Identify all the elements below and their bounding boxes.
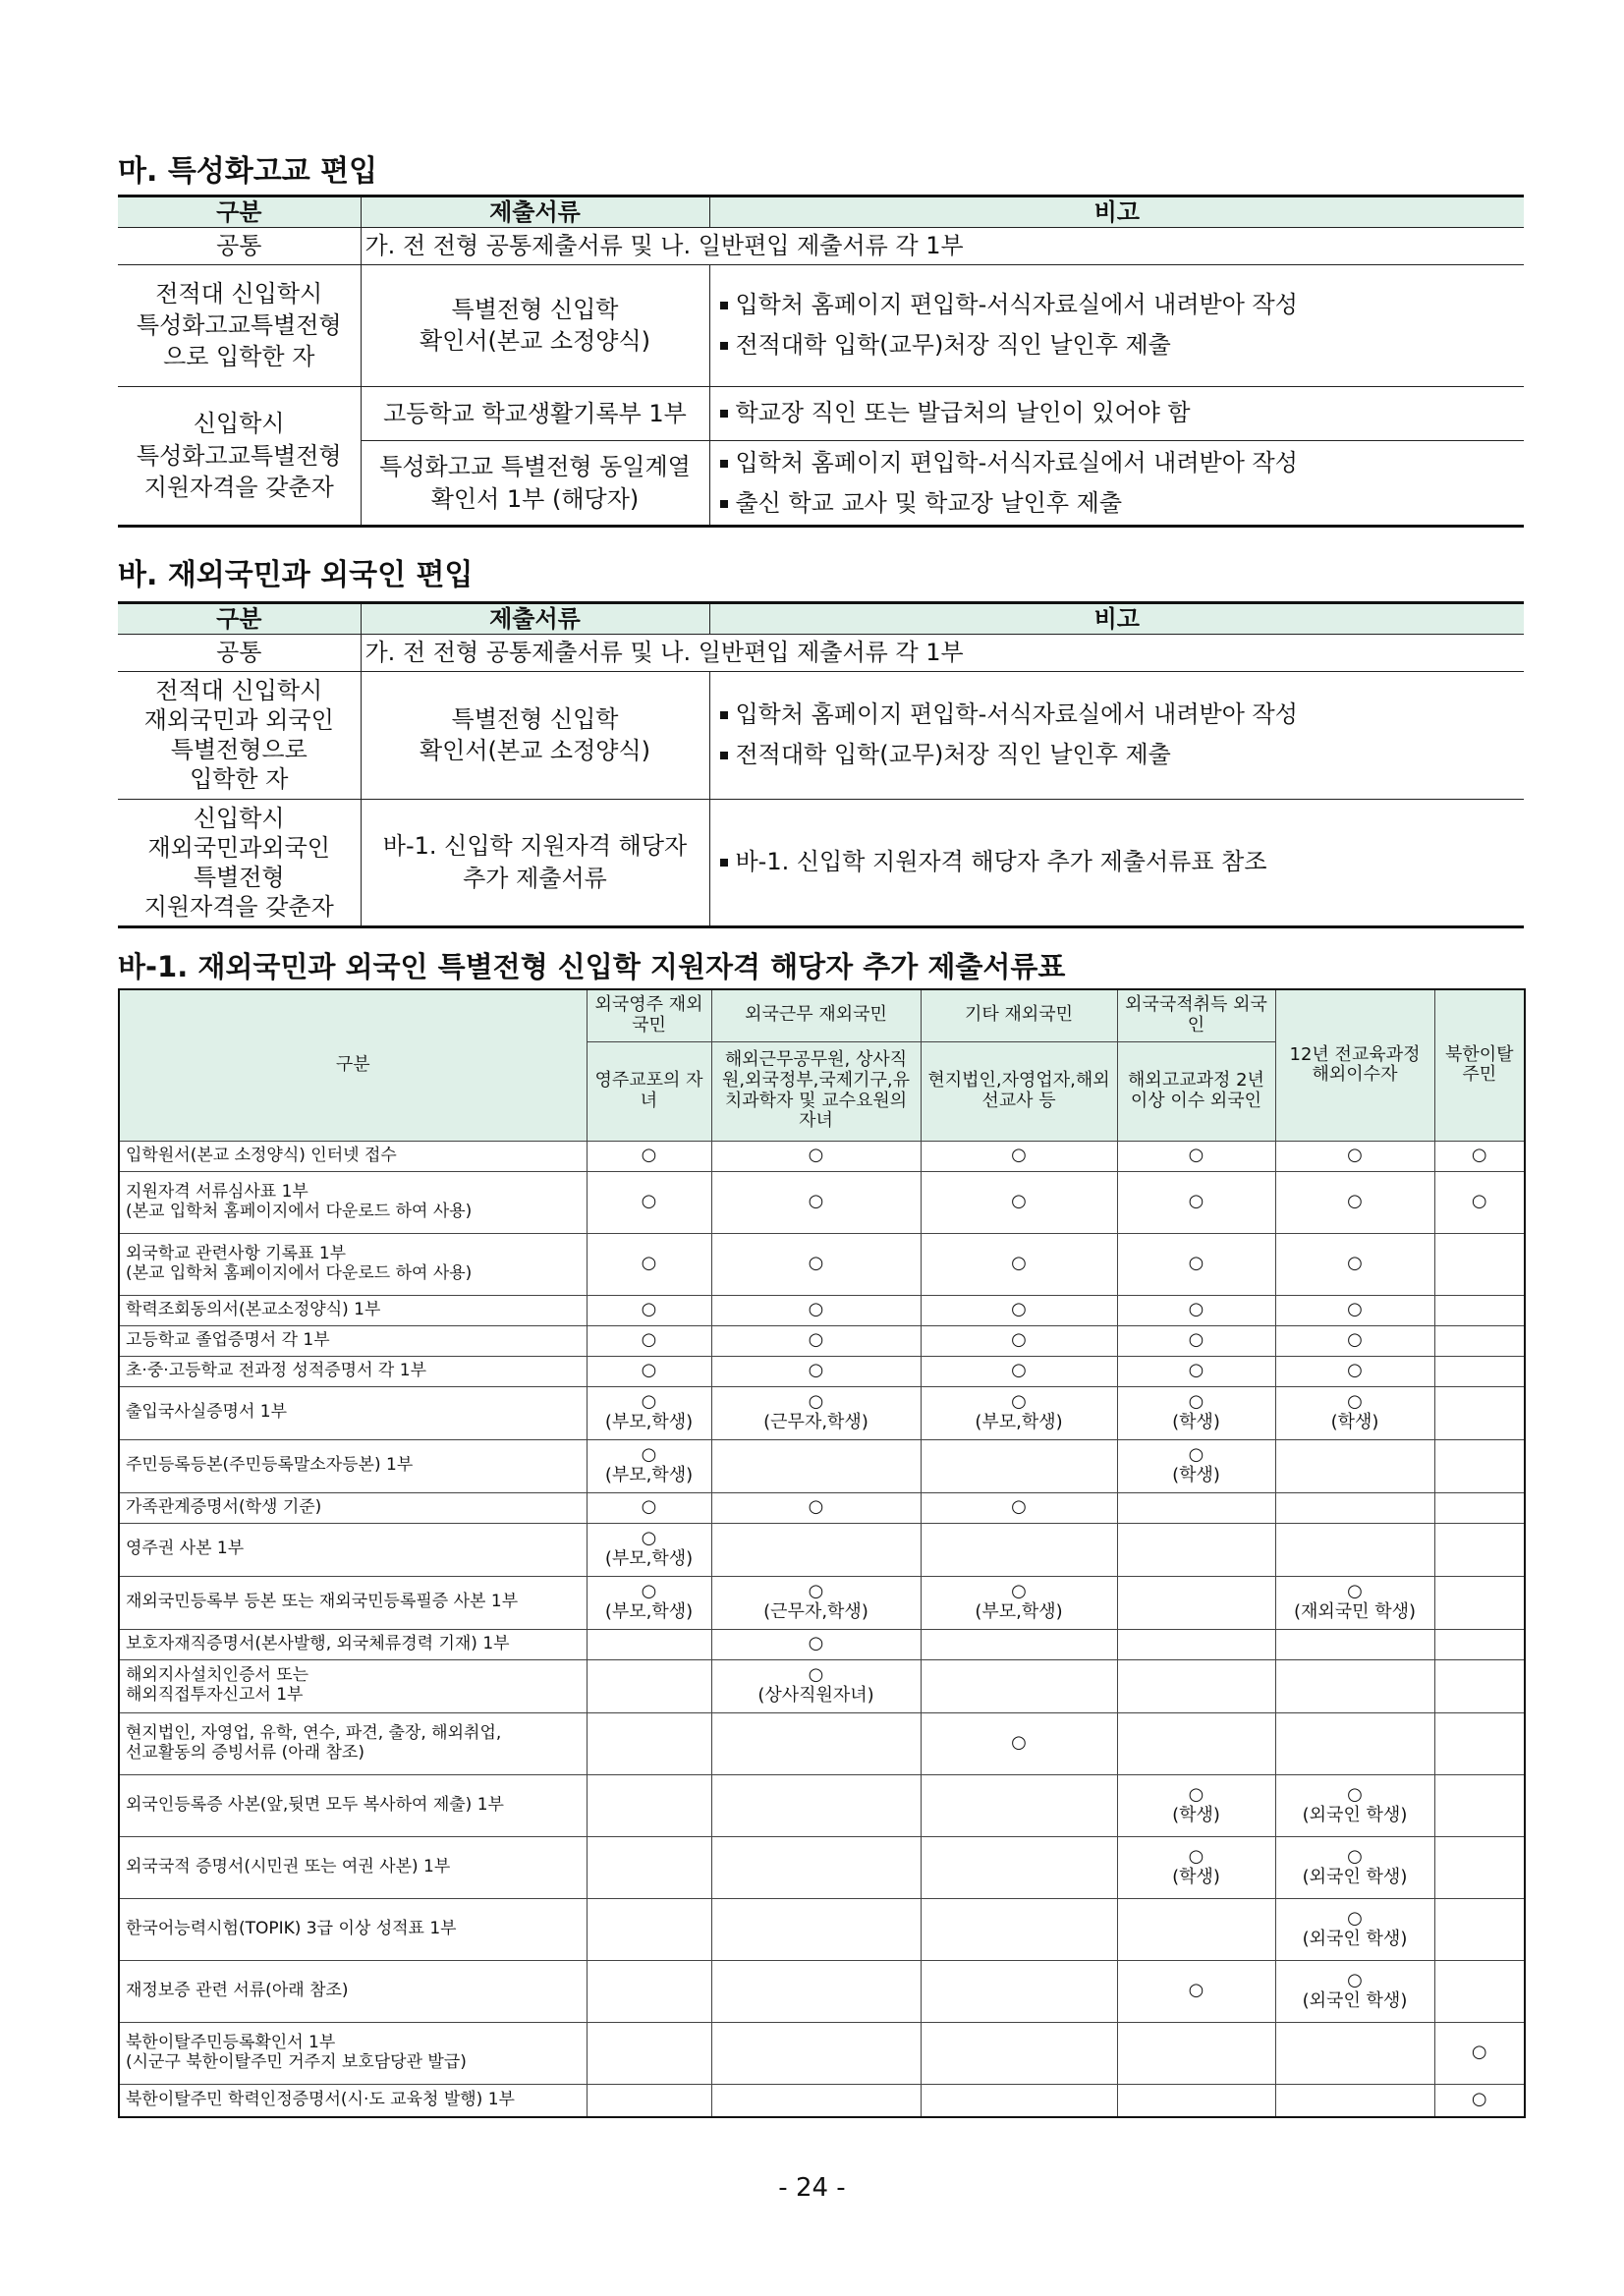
requirement-cell: ○ <box>1434 1171 1525 1233</box>
section-title-ma: 마. 특성화고교 편입 <box>118 154 378 189</box>
table-row <box>119 2084 1525 2117</box>
bullet-icon <box>720 302 728 309</box>
table-row <box>119 1576 1525 1629</box>
requirement-cell <box>921 1960 1117 2022</box>
requirement-cell <box>1434 1629 1525 1659</box>
requirement-cell: ○ <box>1117 1325 1275 1356</box>
table-row <box>119 1141 1525 1171</box>
header-remarks: 비고 <box>709 603 1524 635</box>
row-remarks: 학교장 직인 또는 발급처의 날인이 있어야 함 <box>709 386 1524 440</box>
requirement-cell <box>711 1836 921 1898</box>
header-overseas-12yr: 12년 전교육과정 해외이수자 <box>1275 989 1434 1141</box>
bullet-icon <box>720 500 728 508</box>
requirement-cell: ○ (학생) <box>1275 1386 1434 1439</box>
requirement-cell: ○ <box>587 1233 711 1295</box>
requirement-cell: ○ (외국인 학생) <box>1275 1774 1434 1836</box>
requirement-cell <box>1434 1898 1525 1960</box>
header-category: 구분 <box>118 603 361 635</box>
requirement-cell: ○ <box>1117 1356 1275 1386</box>
common-label: 공통 <box>118 635 361 671</box>
requirement-cell: ○ <box>587 1295 711 1325</box>
row-documents: 특별전형 신입학 확인서(본교 소정양식) <box>361 671 709 799</box>
requirement-cell: ○ <box>711 1356 921 1386</box>
row-documents: 바-1. 신입학 지원자격 해당자 추가 제출서류 <box>361 799 709 926</box>
requirement-cell <box>921 1836 1117 1898</box>
sub-header: 현지법인,자영업자,해외선교사 등 <box>921 1041 1117 1141</box>
requirement-cell: ○ (부모,학생) <box>921 1576 1117 1629</box>
requirement-cell <box>1117 1576 1275 1629</box>
document-label: 보호자재직증명서(본사발행, 외국체류경력 기재) 1부 <box>119 1629 587 1659</box>
requirement-cell <box>921 1898 1117 1960</box>
table-row <box>119 1356 1525 1386</box>
table-row <box>119 1492 1525 1523</box>
table-row <box>119 1774 1525 1836</box>
document-label: 출입국사실증명서 1부 <box>119 1386 587 1439</box>
row-category: 전적대 신입학시 재외국민과 외국인 특별전형으로 입학한 자 <box>118 671 361 799</box>
requirement-cell: ○ <box>1434 2022 1525 2084</box>
requirement-cell: ○ <box>711 1233 921 1295</box>
requirement-cell <box>711 1898 921 1960</box>
requirement-cell <box>1434 1325 1525 1356</box>
document-label: 재외국민등록부 등본 또는 재외국민등록필증 사본 1부 <box>119 1576 587 1629</box>
requirement-cell <box>1434 1295 1525 1325</box>
requirement-cell <box>587 2084 711 2117</box>
common-documents: 가. 전 전형 공통제출서류 및 나. 일반편입 제출서류 각 1부 <box>361 635 1524 671</box>
requirement-cell: ○ (재외국민 학생) <box>1275 1576 1434 1629</box>
document-label: 학력조회동의서(본교소정양식) 1부 <box>119 1295 587 1325</box>
header-remarks: 비고 <box>709 196 1524 228</box>
requirement-cell <box>1275 1523 1434 1576</box>
requirement-cell <box>587 2022 711 2084</box>
requirement-cell <box>1434 1960 1525 2022</box>
row-remarks: 바-1. 신입학 지원자격 해당자 추가 제출서류표 참조 <box>709 799 1524 926</box>
requirement-cell <box>1117 2022 1275 2084</box>
bullet-icon <box>720 859 728 867</box>
requirement-cell: ○ <box>587 1171 711 1233</box>
requirement-cell: ○ <box>1117 1960 1275 2022</box>
table-row <box>119 1629 1525 1659</box>
requirement-cell <box>1117 1712 1275 1774</box>
requirement-cell <box>1117 1629 1275 1659</box>
requirement-cell <box>587 1836 711 1898</box>
group-header: 외국근무 재외국민 <box>711 989 921 1041</box>
requirement-cell: ○ <box>711 1171 921 1233</box>
row-documents: 특별전형 신입학 확인서(본교 소정양식) <box>361 264 709 386</box>
document-label: 주민등록등본(주민등록말소자등본) 1부 <box>119 1439 587 1492</box>
row-remarks: 입학처 홈페이지 편입학-서식자료실에서 내려받아 작성 전적대학 입학(교무)처장 직인 날인후 제출 <box>709 671 1524 799</box>
requirement-cell: ○ <box>921 1141 1117 1171</box>
requirement-cell: ○ <box>1275 1233 1434 1295</box>
requirement-cell: ○ <box>921 1356 1117 1386</box>
group-header: 외국국적취득 외국인 <box>1117 989 1275 1041</box>
group-header: 기타 재외국민 <box>921 989 1117 1041</box>
group-header: 외국영주 재외국민 <box>587 989 711 1041</box>
requirement-cell: ○ <box>1275 1171 1434 1233</box>
requirement-cell: ○ <box>711 1629 921 1659</box>
sub-header: 영주교포의 자녀 <box>587 1041 711 1141</box>
requirement-cell <box>587 1712 711 1774</box>
requirement-cell <box>711 1439 921 1492</box>
requirement-cell <box>1434 1233 1525 1295</box>
requirement-cell <box>1275 1492 1434 1523</box>
requirement-cell: ○ <box>921 1492 1117 1523</box>
requirement-cell <box>1275 1629 1434 1659</box>
table-ba <box>118 601 1524 928</box>
requirement-cell <box>1275 2022 1434 2084</box>
row-documents: 특성화고교 특별전형 동일계열 확인서 1부 (해당자) <box>361 440 709 527</box>
requirement-cell <box>1434 1836 1525 1898</box>
table-row <box>119 1295 1525 1325</box>
header-documents: 제출서류 <box>361 603 709 635</box>
requirement-cell: ○ (학생) <box>1117 1836 1275 1898</box>
requirement-cell <box>1275 2084 1434 2117</box>
document-label: 외국학교 관련사항 기록표 1부 (본교 입학처 홈페이지에서 다운로드 하여 사용) <box>119 1233 587 1295</box>
requirement-cell: ○ <box>1275 1356 1434 1386</box>
row-category: 신입학시 특성화고교특별전형 지원자격을 갖춘자 <box>118 386 361 527</box>
requirement-cell <box>1434 1492 1525 1523</box>
requirement-cell <box>921 1629 1117 1659</box>
section-title-ba: 바. 재외국민과 외국인 편입 <box>118 558 474 592</box>
requirement-cell: ○ (근무자,학생) <box>711 1576 921 1629</box>
requirement-cell <box>1275 1439 1434 1492</box>
requirement-cell: ○ <box>1117 1233 1275 1295</box>
requirement-cell <box>921 1659 1117 1712</box>
bullet-icon <box>720 711 728 719</box>
requirement-cell <box>1275 1659 1434 1712</box>
requirement-cell <box>1434 1659 1525 1712</box>
row-remarks: 입학처 홈페이지 편입학-서식자료실에서 내려받아 작성 전적대학 입학(교무)처장 직인 날인후 제출 <box>709 264 1524 386</box>
requirement-cell: ○ <box>711 1325 921 1356</box>
requirement-cell: ○ <box>1117 1171 1275 1233</box>
requirement-cell <box>921 1774 1117 1836</box>
requirement-cell <box>1434 1712 1525 1774</box>
requirement-cell: ○ <box>1434 2084 1525 2117</box>
requirement-cell: ○ (상사직원자녀) <box>711 1659 921 1712</box>
bullet-icon <box>720 752 728 759</box>
bullet-icon <box>720 342 728 350</box>
header-category: 구분 <box>118 196 361 228</box>
requirement-cell: ○ <box>921 1712 1117 1774</box>
requirement-cell: ○ <box>1275 1141 1434 1171</box>
document-label: 영주권 사본 1부 <box>119 1523 587 1576</box>
requirement-cell: ○ <box>587 1325 711 1356</box>
requirement-cell <box>587 1898 711 1960</box>
row-category: 전적대 신입학시 특성화고교특별전형 으로 입학한 자 <box>118 264 361 386</box>
requirement-cell: ○ <box>711 1492 921 1523</box>
requirement-cell <box>711 1523 921 1576</box>
document-label: 입학원서(본교 소정양식) 인터넷 접수 <box>119 1141 587 1171</box>
table-ma <box>118 195 1524 528</box>
requirement-cell: ○ (부모,학생) <box>587 1439 711 1492</box>
requirement-cell: ○ (외국인 학생) <box>1275 1960 1434 2022</box>
table-row <box>119 1171 1525 1233</box>
requirement-cell <box>711 1960 921 2022</box>
document-label: 가족관계증명서(학생 기준) <box>119 1492 587 1523</box>
requirement-cell <box>1117 2084 1275 2117</box>
bullet-icon <box>720 410 728 418</box>
requirement-cell <box>587 1960 711 2022</box>
bullet-icon <box>720 460 728 468</box>
requirement-cell: ○ <box>711 1141 921 1171</box>
document-label: 현지법인, 자영업, 유학, 연수, 파견, 출장, 해외취업, 선교활동의 증빙서류 (아래 참조) <box>119 1712 587 1774</box>
requirement-cell <box>1434 1439 1525 1492</box>
requirement-cell: ○ <box>587 1492 711 1523</box>
requirement-cell: ○ <box>587 1141 711 1171</box>
requirement-cell: ○ <box>921 1171 1117 1233</box>
document-label: 한국어능력시험(TOPIK) 3급 이상 성적표 1부 <box>119 1898 587 1960</box>
table-row <box>119 2022 1525 2084</box>
requirement-cell <box>1117 1898 1275 1960</box>
requirement-cell: ○ <box>587 1356 711 1386</box>
requirement-cell: ○ <box>1117 1141 1275 1171</box>
header-north-korean-defector: 북한이탈주민 <box>1434 989 1525 1141</box>
requirement-cell <box>1117 1492 1275 1523</box>
table-row <box>119 1523 1525 1576</box>
requirement-cell <box>921 1439 1117 1492</box>
page-number: - 24 - <box>778 2173 846 2203</box>
table-ba1 <box>118 988 1526 2118</box>
table-row <box>119 1233 1525 1295</box>
table-row <box>119 1836 1525 1898</box>
requirement-cell: ○ (학생) <box>1117 1386 1275 1439</box>
requirement-cell <box>587 1629 711 1659</box>
requirement-cell: ○ <box>921 1325 1117 1356</box>
requirement-cell <box>921 2022 1117 2084</box>
requirement-cell <box>1434 1356 1525 1386</box>
requirement-cell <box>921 1523 1117 1576</box>
requirement-cell <box>1117 1523 1275 1576</box>
sub-header: 해외고교과정 2년 이상 이수 외국인 <box>1117 1041 1275 1141</box>
requirement-cell: ○ (부모,학생) <box>921 1386 1117 1439</box>
table-row <box>119 1439 1525 1492</box>
requirement-cell <box>1117 1659 1275 1712</box>
requirement-cell: ○ (외국인 학생) <box>1275 1898 1434 1960</box>
table-row <box>119 1712 1525 1774</box>
table-row <box>119 1325 1525 1356</box>
requirement-cell <box>711 1774 921 1836</box>
table-row <box>119 1386 1525 1439</box>
requirement-cell <box>1434 1523 1525 1576</box>
document-label: 해외지사설치인증서 또는 해외직접투자신고서 1부 <box>119 1659 587 1712</box>
requirement-cell: ○ (부모,학생) <box>587 1386 711 1439</box>
header-documents: 제출서류 <box>361 196 709 228</box>
document-label: 고등학교 졸업증명서 각 1부 <box>119 1325 587 1356</box>
row-category: 신입학시 재외국민과외국인 특별전형 지원자격을 갖춘자 <box>118 799 361 926</box>
requirement-cell: ○ <box>1434 1141 1525 1171</box>
requirement-cell <box>1275 1712 1434 1774</box>
common-label: 공통 <box>118 228 361 264</box>
row-documents: 고등학교 학교생활기록부 1부 <box>361 386 709 440</box>
document-label: 재정보증 관련 서류(아래 참조) <box>119 1960 587 2022</box>
requirement-cell: ○ <box>921 1295 1117 1325</box>
requirement-cell <box>711 1712 921 1774</box>
requirement-cell: ○ <box>921 1233 1117 1295</box>
table-row <box>119 1898 1525 1960</box>
document-label: 지원자격 서류심사표 1부 (본교 입학처 홈페이지에서 다운로드 하여 사용) <box>119 1171 587 1233</box>
document-label: 외국국적 증명서(시민권 또는 여권 사본) 1부 <box>119 1836 587 1898</box>
requirement-cell: ○ <box>1117 1295 1275 1325</box>
table-row <box>119 1960 1525 2022</box>
document-label: 북한이탈주민 학력인정증명서(시·도 교육청 발행) 1부 <box>119 2084 587 2117</box>
requirement-cell <box>1434 1576 1525 1629</box>
requirement-cell <box>587 1659 711 1712</box>
requirement-cell <box>1434 1386 1525 1439</box>
row-remarks: 입학처 홈페이지 편입학-서식자료실에서 내려받아 작성 출신 학교 교사 및 학교장 날인후 제출 <box>709 440 1524 527</box>
document-label: 북한이탈주민등록확인서 1부 (시군구 북한이탈주민 거주지 보호담당관 발급) <box>119 2022 587 2084</box>
requirement-cell <box>1434 1774 1525 1836</box>
common-documents: 가. 전 전형 공통제출서류 및 나. 일반편입 제출서류 각 1부 <box>361 228 1524 264</box>
requirement-cell: ○ <box>1275 1325 1434 1356</box>
requirement-cell: ○ (부모,학생) <box>587 1576 711 1629</box>
requirement-cell: ○ (학생) <box>1117 1439 1275 1492</box>
header-category: 구분 <box>119 989 587 1141</box>
requirement-cell <box>921 2084 1117 2117</box>
requirement-cell: ○ (부모,학생) <box>587 1523 711 1576</box>
requirement-cell <box>711 2084 921 2117</box>
requirement-cell <box>711 2022 921 2084</box>
document-label: 초·중·고등학교 전과정 성적증명서 각 1부 <box>119 1356 587 1386</box>
requirement-cell: ○ (학생) <box>1117 1774 1275 1836</box>
document-label: 외국인등록증 사본(앞,뒷면 모두 복사하여 제출) 1부 <box>119 1774 587 1836</box>
table-row <box>119 1659 1525 1712</box>
section-title-ba1: 바-1. 재외국민과 외국인 특별전형 신입학 지원자격 해당자 추가 제출서류표 <box>118 950 1066 983</box>
requirement-cell <box>587 1774 711 1836</box>
requirement-cell: ○ <box>711 1295 921 1325</box>
requirement-cell: ○ <box>1275 1295 1434 1325</box>
requirement-cell: ○ (근무자,학생) <box>711 1386 921 1439</box>
sub-header: 해외근무공무원, 상사직원,외국정부,국제기구,유치과학자 및 교수요원의 자녀 <box>711 1041 921 1141</box>
requirement-cell: ○ (외국인 학생) <box>1275 1836 1434 1898</box>
